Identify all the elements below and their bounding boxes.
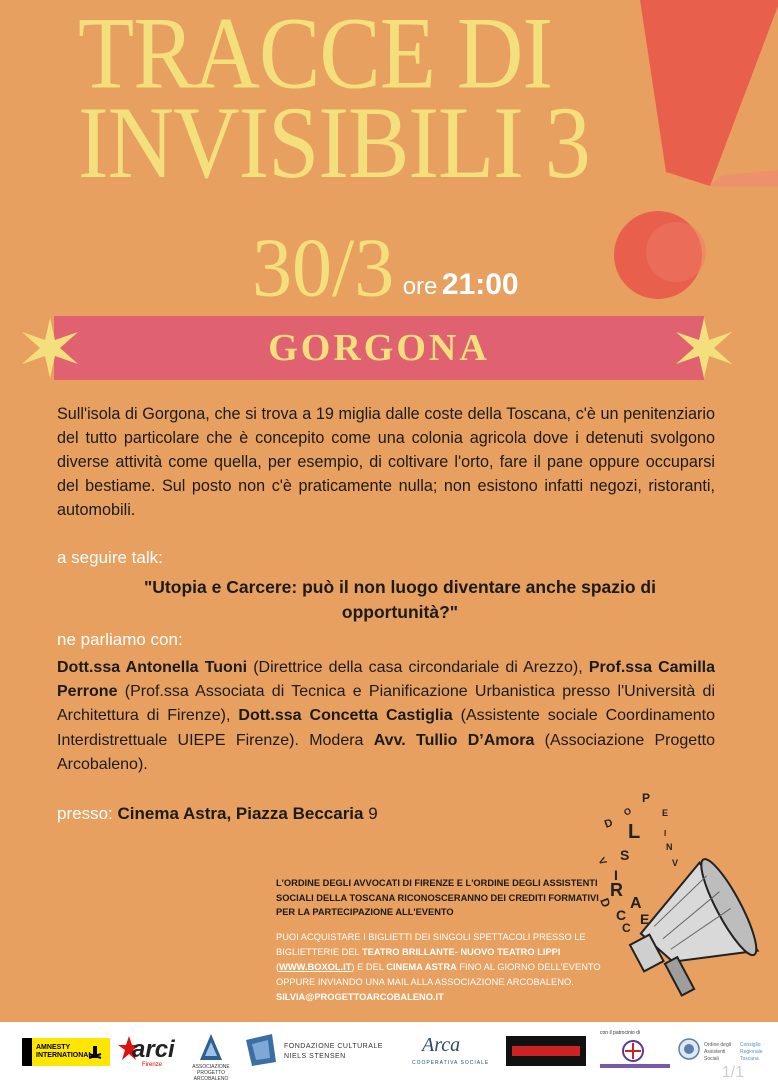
speakers-list [57,656,715,777]
event-name: GORGONA [268,327,490,369]
svg-text:O: O [622,805,634,818]
title-line-2: INVISIBILI 3 [78,85,590,200]
event-date-time [252,221,519,315]
svg-text:D: D [602,816,615,831]
event-time: 21:00 [441,268,519,301]
tickets-text-4: FINO AL GIORNO DELL'EVENTO OPPURE INVIANDO UNA MAIL ALLA ASSOCIAZIONE ARCOBALENO. [276,962,601,987]
arci-logo [118,1030,174,1070]
cinema-astra: CINEMA ASTRA [386,962,457,972]
svg-text:A: A [630,895,642,912]
event-description: Sull'isola di Gorgona, che si trova a 19 miglia dalle coste della Toscana, c'è un penitenziario del tutto particolare che è concepito come una colonia agricola dove i detenuti svolgono diverse attività come quella, per esempio, di coltivare l'orto, fare il pane oppure occuparsi del bestiame. Sul posto non c'è praticamente nulla; non esistono infatti negozi, ristoranti, automobili. [57,405,715,519]
teatro-brillante: TEATRO BRILLANTE- NUOVO TEATRO LIPPI [361,947,561,957]
star-icon-right [672,316,736,380]
talk-title [100,575,700,625]
candle-icon [88,1042,102,1062]
svg-text:V: V [672,858,679,868]
ordine-avvocati-logo [600,1030,670,1070]
arci-logo-sub: Firenze [142,1062,163,1068]
svg-text:P: P [642,791,651,805]
venue-address: Piazza Beccaria [235,804,364,823]
speaker-1-name: Dott.ssa Antonella Tuoni [57,659,248,676]
stensen-logo [242,1030,382,1070]
stensen-shape-icon [242,1032,278,1068]
venue-place: Cinema Astra, [117,804,232,823]
svg-text:R: R [610,880,623,900]
speaker-2-name: Prof.ssa Camilla Perrone [57,659,716,701]
venue-label: presso: [57,804,113,823]
ordine-emblem-icon [622,1040,644,1062]
patrocinio-label: con il patrocinio di [600,1030,641,1036]
venue [57,804,378,824]
arca-logo-text: Arca [422,1034,461,1056]
apa-triangle-icon [200,1034,222,1060]
speaker-3-role: (Assistente sociale Coordinamento Interdistrettuale UIEPE Firenze). Modera [57,707,715,749]
ordine-as-emblem-icon [678,1038,700,1060]
svg-text:N: N [666,842,673,852]
svg-text:E: E [662,808,669,818]
talk-title-line-1: "Utopia e Carcere: può il non luogo diventare anche spazio di [144,577,656,597]
svg-text:I: I [614,867,618,883]
svg-text:I: I [664,829,667,838]
moderator-name: Avv. Tullio D’Amora [373,731,535,749]
credits-notice: L'ORDINE DEGLI AVVOCATI DI FIRENZE E L'ORDINE DEGLI ASSISTENTI SOCIALI DELLA TOSCANA RICONOSCERANNO DEI CREDITI FORMATIVI PER LA PARTECIPAZIONE ALL'EVENTO [276,878,599,917]
speaker-1-role: (Direttrice della casa circondariale di Arezzo), [247,659,589,676]
ore-label: ore [402,273,438,300]
talk-label: a seguire talk: [57,548,163,567]
boxol-link[interactable]: WWW.BOXOL.IT [279,962,352,972]
venue-number: 9 [363,804,378,823]
svg-text:L: L [628,821,641,843]
amnesty-logo [22,1038,110,1066]
svg-text:C: C [622,921,631,935]
event-date: 30/3 [252,221,395,315]
amnesty-logo-text: AMNESTY INTERNATIONAL [36,1044,93,1059]
svg-text:C: C [616,907,627,923]
svg-text:D: D [597,896,614,910]
progetto-logo [506,1036,586,1066]
arca-logo-sub: COOPERATIVA SOCIALE [412,1060,490,1066]
svg-text:V: V [595,856,609,868]
tickets-info [276,930,616,1005]
svg-text:E: E [640,911,650,927]
event-name-banner [54,316,704,380]
tickets-text-1: PUOI ACQUISTARE I BIGLIETTI DEI SINGOLI SPETTACOLI PRESSO LE BIGLIETTERIE DEL [276,932,586,957]
star-icon-left [18,316,82,380]
page-number: 1/1 [721,1064,744,1080]
tickets-text-2: ( [276,962,280,972]
apa-logo-text: ASSOCIAZIONE PROGETTO ARCOBALENO [192,1064,230,1080]
moderator-role: (Associazione Progetto Arcobaleno). [57,731,715,773]
talk-title-line-2: opportunità?" [341,602,459,622]
tickets-text-3: ) E DEL [351,962,387,972]
arci-logo-text: arci [132,1036,175,1063]
consiglio-regionale-text: Consiglio Regionale Toscana [740,1042,763,1062]
speaker-3-name: Dott.ssa Concetta Castiglia [238,707,453,725]
contact-email[interactable]: SILVIA@PROGETTOARCOBALENO.IT [276,992,444,1002]
progetto-arcobaleno-logo [188,1030,234,1080]
title-line-1: TRACCE DI [78,0,552,110]
speakers-label: ne parliamo con: [57,630,183,649]
stensen-logo-text: FONDAZIONE CULTURALE NIELS STENSEN [284,1043,383,1060]
event-title [78,0,698,200]
speaker-2-role: (Prof.ssa Associata di Tecnica e Pianificazione Urbanistica presso l'Università di Architettura di Firenze), [57,683,715,725]
svg-text:S: S [620,847,630,863]
sponsors-footer [0,1022,778,1080]
megaphone-graphic [590,780,778,1010]
ordine-as-text: Ordine degli Assistenti Sociali [704,1042,731,1062]
arca-logo [408,1030,498,1070]
